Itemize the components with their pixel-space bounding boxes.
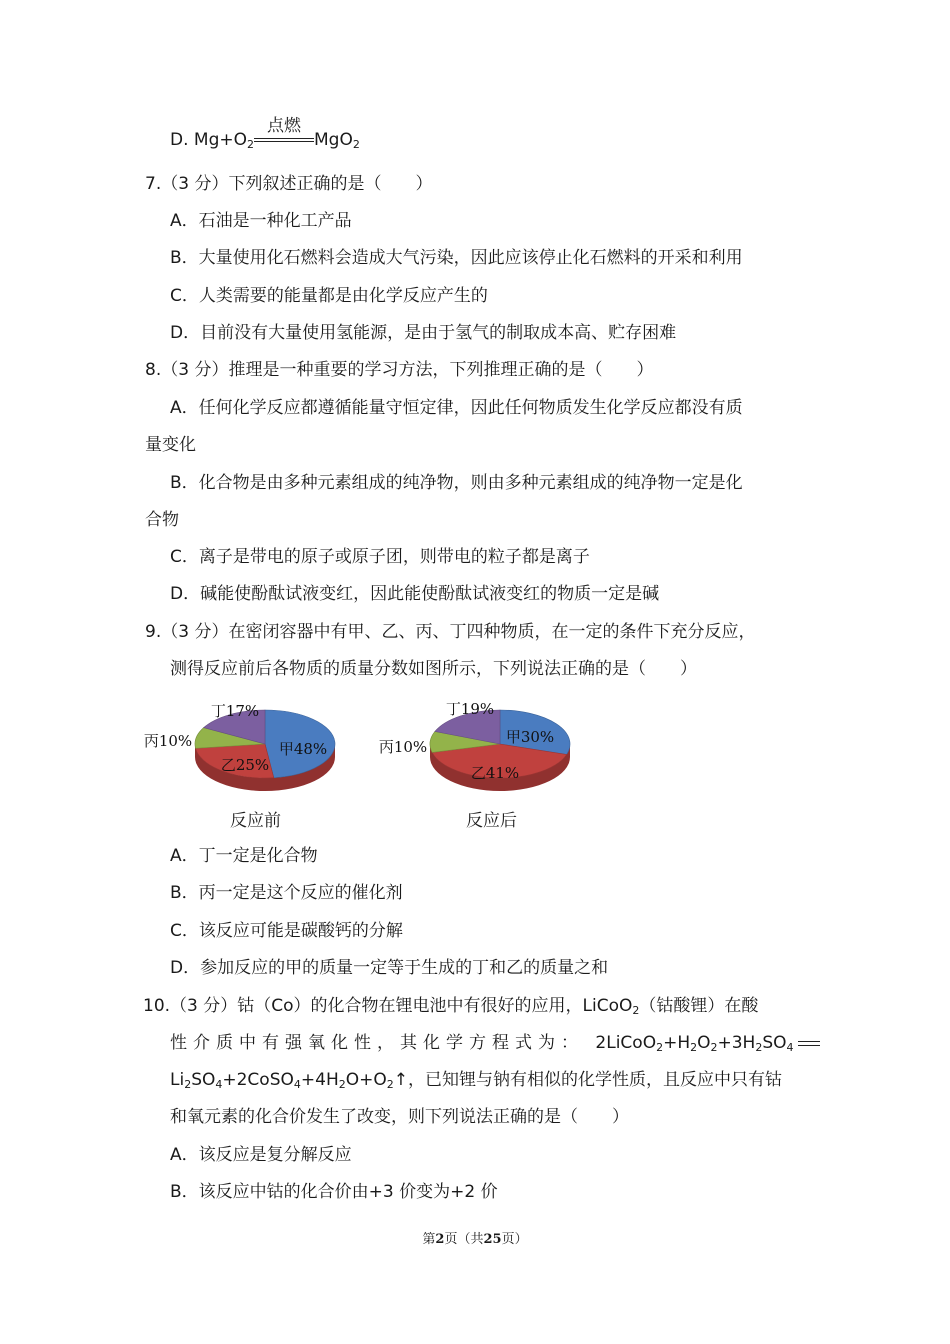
pie-caption-after: 反应后 — [466, 811, 517, 831]
q8-option-a-cont: 量变化 — [145, 435, 196, 455]
q10-option-b: B．该反应中钴的化合价由+3 价变为+2 价 — [170, 1182, 498, 1202]
q8-option-c: C．离子是带电的原子或原子团，则带电的粒子都是离子 — [170, 547, 590, 567]
q7-option-a: A．石油是一种化工产品 — [170, 211, 352, 231]
pie-chart-before — [140, 692, 340, 812]
q7-option-c: C．人类需要的能量都是由化学反应产生的 — [170, 286, 488, 306]
q10-equation-lhs: $2LiCoO_2+H_2O_2+3H_2SO_4$ — [595, 1033, 819, 1053]
q9-option-a: A．丁一定是化合物 — [170, 846, 318, 866]
q8-stem: 8.（3 分）推理是一种重要的学习方法，下列推理正确的是（ ） — [145, 360, 654, 380]
pie-label-yi: 乙41% — [470, 764, 520, 782]
q7-option-b: B．大量使用化石燃料会造成大气污染，因此应该停止化石燃料的开采和利用 — [170, 248, 743, 268]
q8-option-b-cont: 合物 — [145, 510, 179, 530]
q8-option-b: B．化合物是由多种元素组成的纯净物，则由多种元素组成的纯净物一定是化 — [170, 473, 743, 493]
pie-label-bing: 丙10% — [378, 738, 428, 756]
q9-option-c: C．该反应可能是碳酸钙的分解 — [170, 921, 403, 941]
q6-option-d: D. $Mg+O_2$ 点燃 MgO$_2$ — [170, 116, 360, 151]
pie-chart-after — [375, 692, 575, 812]
pie-label-jia: 甲30% — [505, 728, 555, 746]
equals-sign — [798, 1041, 820, 1046]
q7-option-d: D．目前没有大量使用氢能源，是由于氢气的制取成本高、贮存困难 — [170, 323, 677, 343]
q9-stem: 9.（3 分）在密闭容器中有甲、乙、丙、丁四种物质，在一定的条件下充分反应， — [145, 622, 756, 642]
q10-stem: 10.（3 分）钴（Co）的化合物在锂电池中有很好的应用，LiCoO$_2$（钴酸锂）在酸 — [143, 996, 759, 1017]
pie-label-jia: 甲48% — [278, 740, 328, 758]
q9-option-b: B．丙一定是这个反应的催化剂 — [170, 883, 403, 903]
pie-caption-before: 反应前 — [230, 811, 281, 831]
q10-stem-line3: $Li_2SO_4+2CoSO_4+4H_2O+O_2↑$，已知锂与钠有相似的化学性质，且反应中只有钴 — [170, 1070, 782, 1091]
pie-label-ding: 丁19% — [445, 700, 495, 718]
q9-stem-cont: 测得反应前后各物质的质量分数如图所示，下列说法正确的是（ ） — [170, 659, 697, 679]
q10-stem-line4: 和氧元素的化合价发生了改变，则下列说法正确的是（ ） — [170, 1107, 629, 1127]
pie-label-ding: 丁17% — [210, 702, 260, 720]
pie-label-bing: 丙10% — [143, 732, 193, 750]
page-footer: 第2页（共25页） — [422, 1232, 528, 1247]
reaction-arrow: 点燃 — [254, 128, 314, 152]
q7-stem: 7.（3 分）下列叙述正确的是（ ） — [145, 174, 433, 194]
q10-stem-line2: 性介质中有强氧化性，其化学方程式为： $2LiCoO_2+H_2O_2+3H_2SO_4$ — [170, 1031, 820, 1055]
q8-option-a: A．任何化学反应都遵循能量守恒定律，因此任何物质发生化学反应都没有质 — [170, 398, 743, 418]
pie-label-yi: 乙25% — [220, 756, 270, 774]
q10-option-a: A．该反应是复分解反应 — [170, 1145, 352, 1165]
q9-option-d: D．参加反应的甲的质量一定等于生成的丁和乙的质量之和 — [170, 958, 609, 978]
q8-option-d: D．碱能使酚酞试液变红，因此能使酚酞试液变红的物质一定是碱 — [170, 584, 660, 604]
